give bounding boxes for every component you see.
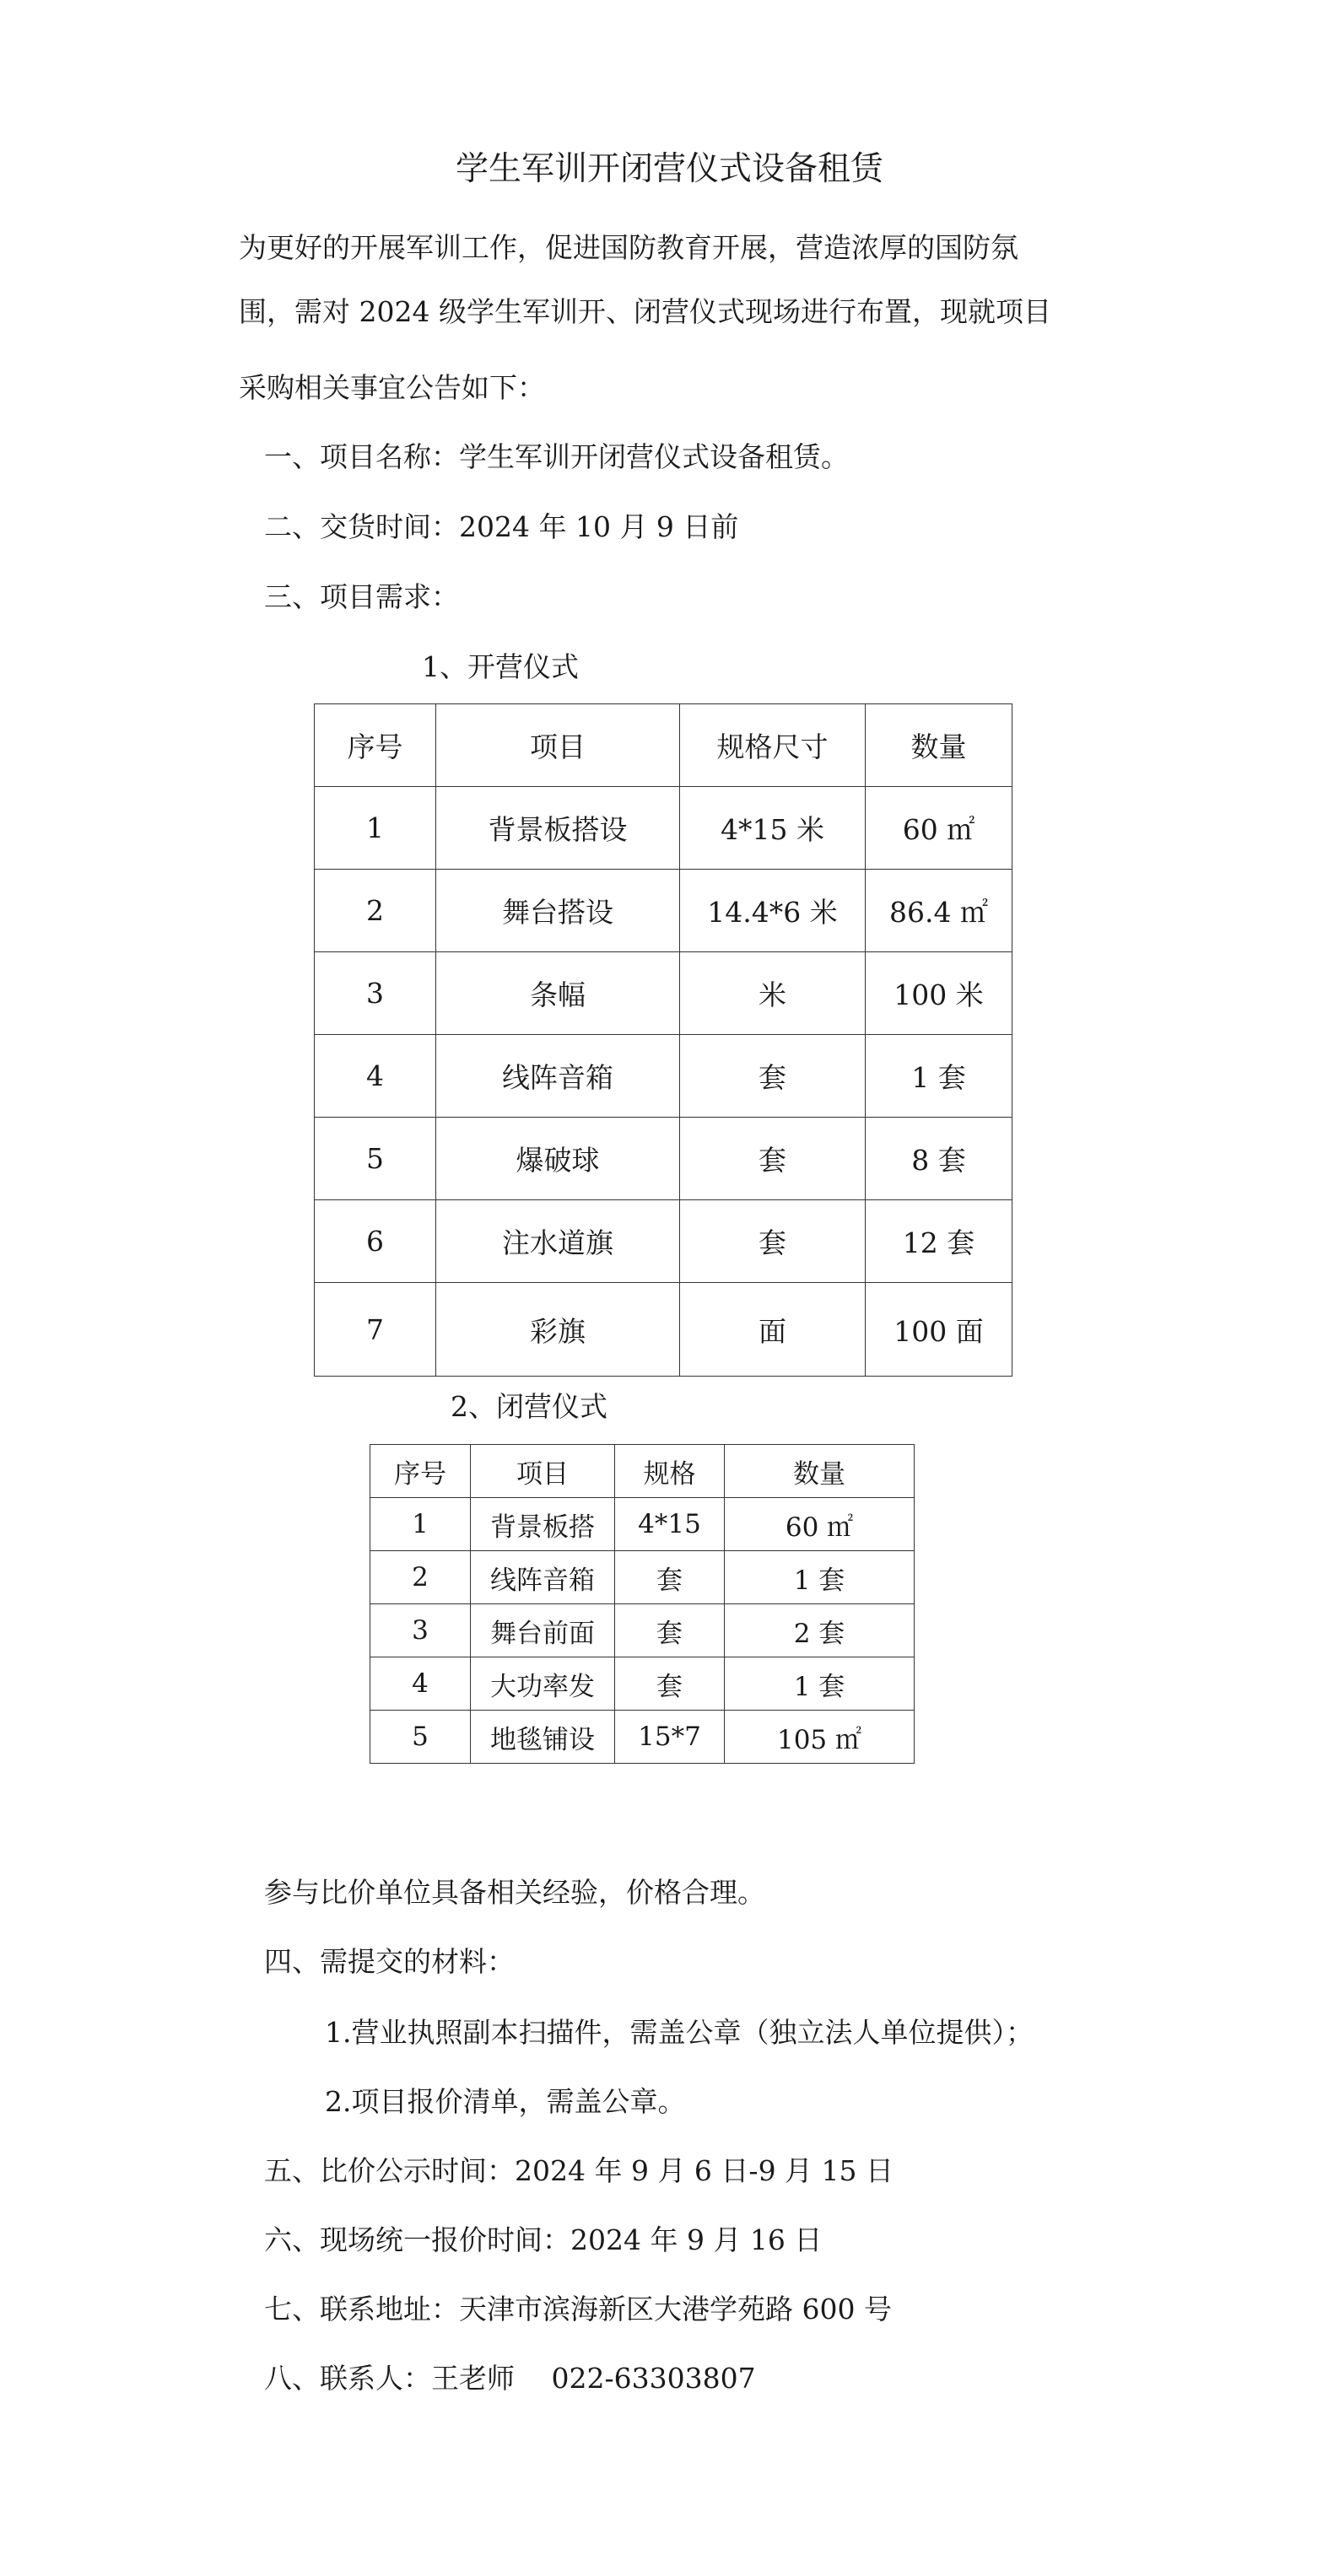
section-delivery-time: 二、交货时间：2024 年 10 月 9 日前 — [264, 510, 739, 543]
table-cell: 1 套 — [866, 1035, 1012, 1118]
table-cell: 1 套 — [725, 1657, 915, 1711]
table-row — [315, 870, 1012, 952]
table-cell: 100 米 — [866, 952, 1012, 1035]
header-cell: 项目 — [436, 704, 680, 787]
section-project-needs: 三、项目需求： — [264, 580, 459, 613]
table-cell: 1 — [315, 787, 436, 870]
section-quote-date: 六、现场统一报价时间：2024 年 9 月 16 日 — [264, 2223, 823, 2256]
table-cell: 60 ㎡ — [866, 787, 1012, 870]
table-cell: 套 — [615, 1657, 725, 1711]
table-cell: 4*15 米 — [680, 787, 866, 870]
requirement-text: 参与比价单位具备相关经验，价格合理。 — [264, 1876, 765, 1909]
document-title: 学生军训开闭营仪式设备租赁 — [455, 150, 883, 188]
table-header-row — [370, 1445, 915, 1498]
table-cell: 米 — [680, 952, 866, 1035]
table-cell: 4*15 — [615, 1498, 725, 1551]
table-row — [315, 1200, 1012, 1283]
intro-line-2: 围，需对 2024 级学生军训开、闭营仪式现场进行布置，现就项目 — [239, 295, 1051, 328]
table-cell: 注水道旗 — [436, 1200, 680, 1283]
table-cell: 5 — [315, 1118, 436, 1200]
section-contact: 八、联系人：王老师 022-63303807 — [264, 2362, 756, 2395]
table-cell: 3 — [370, 1604, 471, 1657]
table-cell: 14.4*6 米 — [680, 870, 866, 952]
table-cell: 套 — [615, 1604, 725, 1657]
table-row — [370, 1604, 915, 1657]
table-row — [370, 1657, 915, 1711]
header-cell: 数量 — [866, 704, 1012, 787]
table-cell: 舞台搭设 — [436, 870, 680, 952]
header-cell: 规格 — [615, 1445, 725, 1498]
closing-heading: 2、闭营仪式 — [451, 1390, 607, 1423]
opening-heading: 1、开营仪式 — [422, 650, 579, 683]
table-cell: 套 — [680, 1118, 866, 1200]
table-cell: 5 — [370, 1711, 471, 1764]
header-cell: 序号 — [370, 1445, 471, 1498]
table-header-row — [315, 704, 1012, 787]
materials-heading: 四、需提交的材料： — [264, 1945, 515, 1978]
table-cell: 86.4 ㎡ — [866, 870, 1012, 952]
table-cell: 3 — [315, 952, 436, 1035]
table-row — [370, 1498, 915, 1551]
table-cell: 线阵音箱 — [471, 1551, 615, 1604]
table-cell: 套 — [615, 1551, 725, 1604]
table-cell: 大功率发 — [471, 1657, 615, 1711]
header-cell: 序号 — [315, 704, 436, 787]
table-row — [315, 1283, 1012, 1377]
header-cell: 项目 — [471, 1445, 615, 1498]
table-cell: 12 套 — [866, 1200, 1012, 1283]
section-project-name: 一、项目名称：学生军训开闭营仪式设备租赁。 — [264, 440, 849, 473]
table-cell: 2 — [315, 870, 436, 952]
table-cell: 爆破球 — [436, 1118, 680, 1200]
table-cell: 面 — [680, 1283, 866, 1377]
table-row — [315, 1035, 1012, 1118]
table-row — [370, 1711, 915, 1764]
table-row — [370, 1551, 915, 1604]
section-address: 七、联系地址：天津市滨海新区大港学苑路 600 号 — [264, 2293, 892, 2325]
intro-line-3: 采购相关事宜公告如下： — [239, 371, 545, 404]
table-row — [315, 952, 1012, 1035]
table-cell: 2 套 — [725, 1604, 915, 1657]
materials-item-2: 2.项目报价清单，需盖公章。 — [325, 2085, 686, 2118]
table-cell: 4 — [370, 1657, 471, 1711]
table-cell: 4 — [315, 1035, 436, 1118]
opening-ceremony-table — [314, 703, 1012, 1377]
table-cell: 套 — [680, 1035, 866, 1118]
table-cell: 1 套 — [725, 1551, 915, 1604]
table-cell: 线阵音箱 — [436, 1035, 680, 1118]
table-cell: 套 — [680, 1200, 866, 1283]
table-cell: 2 — [370, 1551, 471, 1604]
table-cell: 地毯铺设 — [471, 1711, 615, 1764]
table-cell: 100 面 — [866, 1283, 1012, 1377]
table-cell: 7 — [315, 1283, 436, 1377]
section-quote-period: 五、比价公示时间：2024 年 9 月 6 日-9 月 15 日 — [264, 2154, 894, 2187]
table-cell: 8 套 — [866, 1118, 1012, 1200]
table-cell: 条幅 — [436, 952, 680, 1035]
header-cell: 数量 — [725, 1445, 915, 1498]
table-cell: 15*7 — [615, 1711, 725, 1764]
table-cell: 彩旗 — [436, 1283, 680, 1377]
table-cell: 105 ㎡ — [725, 1711, 915, 1764]
materials-item-1: 1.营业执照副本扫描件，需盖公章（独立法人单位提供）； — [325, 2016, 1034, 2049]
intro-line-1: 为更好的开展军训工作，促进国防教育开展，营造浓厚的国防氛 — [239, 231, 1018, 264]
table-cell: 背景板搭设 — [436, 787, 680, 870]
table-cell: 背景板搭 — [471, 1498, 615, 1551]
table-cell: 6 — [315, 1200, 436, 1283]
table-row — [315, 1118, 1012, 1200]
table-cell: 1 — [370, 1498, 471, 1551]
table-row — [315, 787, 1012, 870]
table-cell: 60 ㎡ — [725, 1498, 915, 1551]
header-cell: 规格尺寸 — [680, 704, 866, 787]
table-cell: 舞台前面 — [471, 1604, 615, 1657]
closing-ceremony-table — [370, 1444, 915, 1764]
